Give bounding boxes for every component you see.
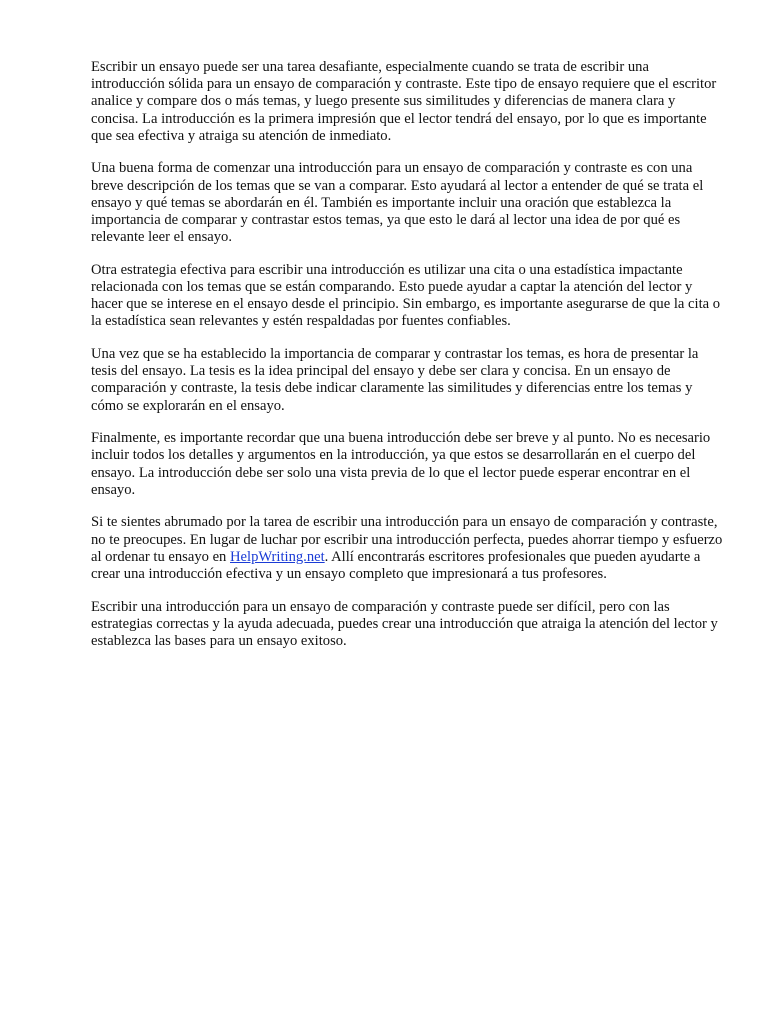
paragraph-help-before: Si te sientes abrumado por la tarea de escribir una introducción para un ensayo de comparación y contraste, no te preocupes. En lugar de luchar por escribir una introducción perfecta, puedes ahorrar tiempo y esfuerzo al ordenar tu ensayo en bbox=[91, 514, 723, 565]
paragraph-intro: Escribir un ensayo puede ser una tarea desafiante, especialmente cuando se trata de escribir una introducción sólida para un ensayo de comparación y contraste. Este tipo de ensayo requiere que el escritor analice y compare dos o más temas, y luego presente sus similitudes y diferencias de manera clara y concisa. La introducción es la primera impresión que el lector tendrá del ensayo, por lo que es importante que sea efectiva y atraiga su atención de inmediato. bbox=[91, 59, 717, 144]
helpwriting-link[interactable]: HelpWriting.net bbox=[230, 548, 325, 565]
paragraph-help-after: . Allí encontrarás escritores profesionales que pueden ayudarte a crear una introducción efectiva y un ensayo completo que impresionará a tus profesores. bbox=[91, 548, 701, 583]
paragraph-finally: Finalmente, es importante recordar que una buena introducción debe ser breve y al punto. No es necesario incluir todos los detalles y argumentos en la introducción, ya que estos se desarrollarán en el cuerpo del ensayo. La introducción debe ser solo una vista previa de lo que el lector puede esperar encontrar en el ensayo. bbox=[91, 430, 711, 498]
paragraph-strategy: Otra estrategia efectiva para escribir una introducción es utilizar una cita o una estadística impactante relacionada con los temas que se están comparando. Esto puede ayudar a captar la atención del lector y hacer que se interese en el ensayo desde el principio. Sin embargo, es importante asegurarse de que la cita o la estadística sean relevantes y estén respaldadas por fuentes confiables. bbox=[91, 261, 721, 330]
document-page bbox=[91, 59, 725, 666]
paragraph-help bbox=[91, 514, 725, 583]
paragraph-thesis: Una vez que se ha establecido la importancia de comparar y contrastar los temas, es hora de presentar la tesis del ensayo. La tesis es la idea principal del ensayo y debe ser clara y concisa. En un ensayo de comparación y contraste, la tesis debe indicar claramente las similitudes y diferencias entre los temas y cómo se explorarán en el ensayo. bbox=[91, 346, 699, 414]
paragraph-closing: Escribir una introducción para un ensayo de comparación y contraste puede ser difícil, pero con las estrategias correctas y la ayuda adecuada, puedes crear una introducción que atraiga la atención del lector y establezca las bases para un ensayo exitoso. bbox=[91, 598, 718, 650]
paragraph-description: Una buena forma de comenzar una introducción para un ensayo de comparación y contraste es con una breve descripción de los temas que se van a comparar. Esto ayudará al lector a entender de qué se trata el ensayo y qué temas se abordarán en él. También es importante incluir una oración que establezca la importancia de comparar y contrastar estos temas, ya que esto le dará al lector una idea de por qué es relevante leer el ensayo. bbox=[91, 160, 704, 246]
